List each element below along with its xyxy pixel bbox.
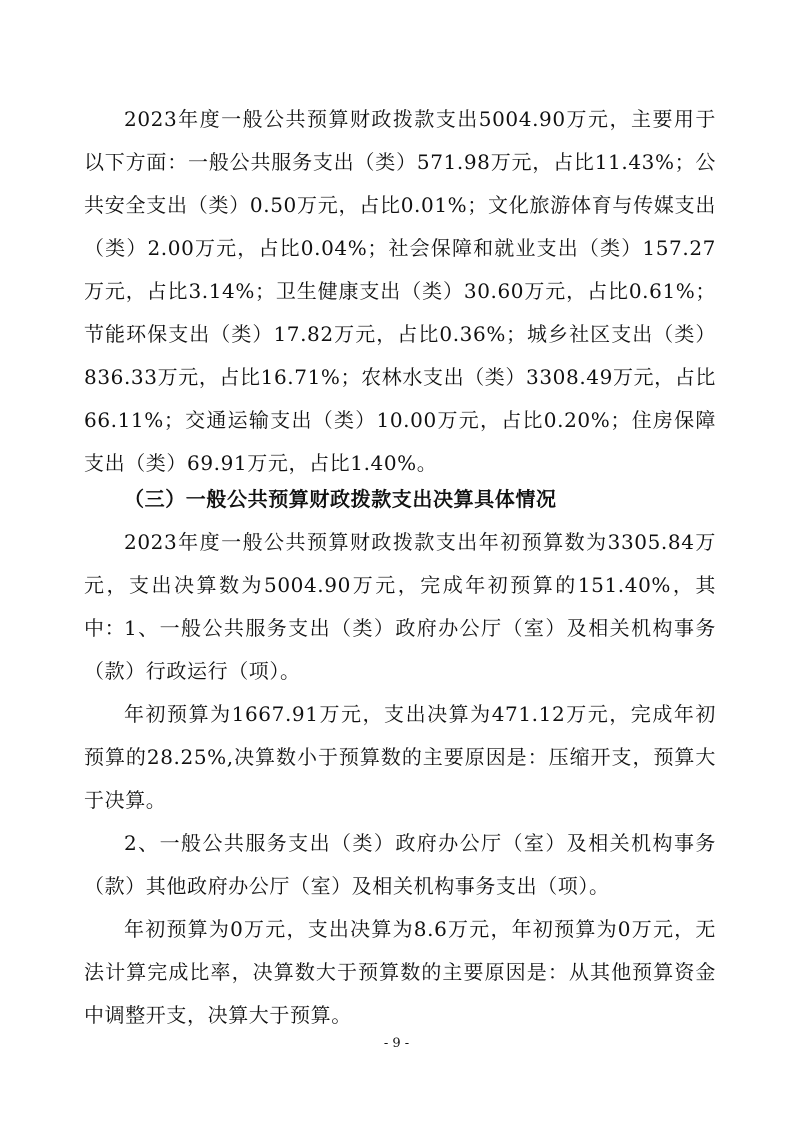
item-1-title: 1、一般公共服务支出（类）政府办公厅（室）及相关机构事务（款）行政运行（项）。 xyxy=(84,616,716,683)
item-2-title: 2、一般公共服务支出（类）政府办公厅（室）及相关机构事务（款）其他政府办公厅（室）及相关机构事务支出（项）。 xyxy=(84,831,716,898)
item-2-body: 年初预算为0万元，支出决算为8.6万元，年初预算为0万元，无法计算完成比率，决算数大于预算数的主要原因是：从其他预算资金中调整开支，决算大于预算。 xyxy=(84,917,716,1027)
item-1-body: 年初预算为1667.91万元，支出决算为471.12万元，完成年初预算的28.25%,决算数小于预算数的主要原因是：压缩开支，预算大于决算。 xyxy=(84,702,716,812)
paragraph-expenditure-summary: 2023年度一般公共预算财政拨款支出5004.90万元，主要用于以下方面：一般公共服务支出（类）571.98万元，占比11.43%；公共安全支出（类）0.50万元，占比0.01%；文化旅游体育与传媒支出（类）2.00万元，占比0.04%；社会保障和就业支出（类）157.27万元，占比3.14%；卫生健康支出（类）30.60万元，占比0.61%；节能环保支出（类）17.82万元，占比0.36%；城乡社区支出（类）836.33万元，占比16.71%；农林水支出（类）3308.49万元，占比66.11%；交通运输支出（类）10.00万元，占比0.20%；住房保障支出（类）69.91万元，占比1.40%。 xyxy=(84,107,716,475)
paragraph-budget-overview: 2023年度一般公共预算财政拨款支出年初预算数为3305.84万元，支出决算数为5004.90万元，完成年初预算的151.40%，其中： xyxy=(84,530,716,640)
section-heading-3: （三）一般公共预算财政拨款支出决算具体情况 xyxy=(124,487,557,511)
page-number: - 9 - xyxy=(383,1036,410,1051)
